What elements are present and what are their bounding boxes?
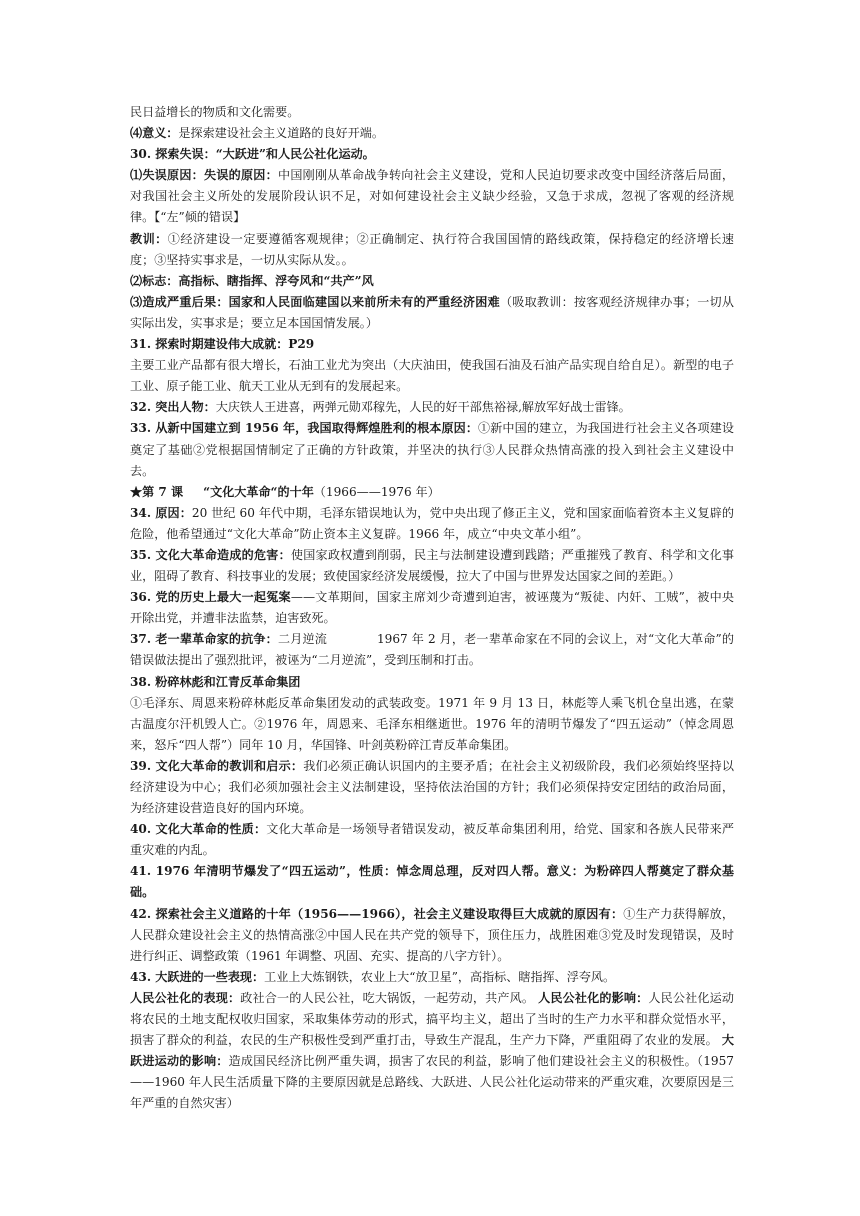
text: 中国刚刚从革命战争转向社会主义建设，党和人民迫切要求改变中国经济落后局面，对我国社会主义所处的发展阶段认识不足，对如何建设社会主义缺少经验，又急于求成，忽视了客观的经济规律。【“左”倾的错误】 <box>130 168 734 225</box>
para-31 <box>130 334 734 355</box>
text: （1966——1976 年） <box>313 484 440 499</box>
para-42 <box>130 904 734 967</box>
heading: 人民公社化的表现： <box>130 990 241 1005</box>
heading: 38. 粉碎林彪和江青反革命集团 <box>130 674 301 689</box>
text: ——文革期间，国家主席刘少奇遭到迫害，被诬蔑为“叛徒、内奸、工贼”，被中央开除出党，并遭非法监禁，迫害致死。 <box>130 590 734 626</box>
para-34 <box>130 503 734 545</box>
heading: ⑶造成严重后果：国家和人民面临建国以来前所未有的严重经济困难 <box>130 294 500 309</box>
para-43 <box>130 967 734 988</box>
para-significance <box>130 123 734 144</box>
heading: 42. 探索社会主义道路的十年（1956——1966），社会主义建设取得巨大成就的原因有： <box>130 906 624 921</box>
text: 造成国民经济比例严重失调，损害了农民的利益，影响了他们建设社会主义的积极性。（1957——1960 年人民生活质量下降的主要原因就是总路线、大跃进、人民公社化运动带来的严重灾难，次要原因是三年严重的自然灾害） <box>130 1054 734 1111</box>
para-signs <box>130 271 734 292</box>
para-consequences <box>130 292 734 334</box>
para-38-body <box>130 693 734 756</box>
para-38 <box>130 672 734 693</box>
para-39 <box>130 756 734 819</box>
text: ①新中国的建立，为我国进行社会主义各项建设奠定了基础②党根据国情制定了正确的方针政策，并坚决的执行③人民群众热情高涨的投入到社会主义建设中去。 <box>130 421 734 478</box>
heading: 40. 文化大革命的性质： <box>130 822 267 837</box>
text: 使国家政权遭到削弱，民主与法制建设遭到践踏；严重摧残了教育、科学和文化事业，阻碍了教育、科技事业的发展；致使国家经济发展缓慢，拉大了中国与世界发达国家之间的差距。） <box>130 547 734 584</box>
document-page <box>130 102 734 1115</box>
para-33 <box>130 418 734 481</box>
text: ①毛泽东、周恩来粉碎林彪反革命集团发动的武装政变。1971 年 9 月 13 日，林彪等人乘飞机仓皇出逃，在蒙古温度尔汗机毁人亡。②1976 年，周恩来、毛泽东相继逝世。1976 年的清明节爆发了“四五运动”（悼念周恩来，怒斥“四人帮”）同年 10 月，华国锋、叶剑英粉碎江青反革命集团。 <box>130 695 734 752</box>
para-41 <box>130 861 734 903</box>
para-40 <box>130 819 734 861</box>
text: 1967 年 2 月，老一辈革命家在不同的会议上，对“文化大革命”的错误做法提出了强烈批评，被诬为“二月逆流”，受到压制和打击。 <box>130 632 734 668</box>
heading: 31. 探索时期建设伟大成就：P29 <box>130 337 315 352</box>
heading: 35. 文化大革命造成的危害： <box>130 547 291 562</box>
para-30 <box>130 144 734 165</box>
para-32 <box>130 397 734 418</box>
lesson-title: “文化大革命“的十年 <box>203 484 314 499</box>
para-mistake-reason <box>130 165 734 228</box>
text: ①经济建设一定要遵循客观规律；②正确制定、执行符合我国国情的路线政策，保持稳定的经济增长速度；③坚持实事求是，一切从实际从发。。 <box>130 231 734 267</box>
para-lessons <box>130 229 734 271</box>
heading: 34. 原因： <box>130 505 192 520</box>
para-35 <box>130 545 734 587</box>
text: 人民公社化运动将农民的土地支配权收归国家，采取集体劳动的形式，搞平均主义，超出了当时的生产力水平和群众觉悟水平，损害了群众的利益，农民的生产积极性受到严重打击，导致生产混乱，生产力下降，严重阻碍了农业的发展。 <box>130 990 734 1048</box>
heading: ★第 7 课 <box>130 484 184 499</box>
text: 民日益增长的物质和文化需要。 <box>130 105 300 119</box>
heading: ⑵标志：高指标、瞎指挥、浮夸风和“共产”风 <box>130 273 374 288</box>
heading: 37. 老一辈革命家的抗争： <box>130 632 278 647</box>
text: （吸取教训：按客观经济规律办事；一切从实际出发，实事求是；要立足本国国情发展。） <box>130 294 734 330</box>
heading: 30. 探索失误：“大跃进”和人民公社化运动。 <box>130 147 375 162</box>
heading: 人民公社化的影响： <box>538 990 649 1005</box>
text: 工业上大炼钢铁，农业上大“放卫星”，高指标、瞎指挥、浮夸风。 <box>264 969 616 984</box>
text: 是探索建设社会主义道路的良好开端。 <box>178 126 384 141</box>
heading: 43. 大跃进的一些表现： <box>130 969 265 984</box>
text: 主要工业产品都有很大增长，石油工业尤为突出（大庆油田，使我国石油及石油产品实现自给自足）。新型的电子工业、原子能工业、航天工业从无到有的发展起来。 <box>130 358 734 394</box>
text: 文化大革命是一场领导者错误发动，被反革命集团利用，给党、国家和各族人民带来严重灾难的内乱。 <box>130 822 734 858</box>
heading: ⑴失误原因：失误的原因： <box>130 168 278 183</box>
heading: 大跃进运动的影响： <box>130 1033 734 1069</box>
para-commune <box>130 988 734 1115</box>
para-achievements <box>130 355 734 397</box>
text: 我们必须正确认识国内的主要矛盾；在社会主义初级阶段，我们必须始终坚持以经济建设为中心；我们必须加强社会主义法制建设，坚持依法治国的方针；我们必须保持安定团结的政治局面，为经济建设营造良好的国内环境。 <box>130 758 734 816</box>
text: ①生产力获得解放，人民群众建设社会主义的热情高涨②中国人民在共产党的领导下，顶住压力，战胜困难③党及时发现错误，及时进行纠正、调整政策（1961 年调整、巩固、充实、提高的八字方针）。 <box>130 906 734 963</box>
para-lesson-7 <box>130 482 734 503</box>
para-37 <box>130 629 734 671</box>
heading: 39. 文化大革命的教训和启示： <box>130 758 304 773</box>
para-36 <box>130 587 734 629</box>
heading: 32. 突出人物： <box>130 400 216 415</box>
text: 政社合一的人民公社，吃大锅饭，一起劳动，共产风。 <box>240 990 535 1005</box>
heading: 33. 从新中国建立到 1956 年，我国取得辉煌胜利的根本原因： <box>130 421 479 436</box>
text: 二月逆流 <box>277 632 327 647</box>
text: 20 世纪 60 年代中期，毛泽东错误地认为，党中央出现了修正主义，党和国家面临着资本主义复辟的危险，他希望通过“文化大革命”防止资本主义复辟。1966 年，成立“中央文革小组”。 <box>130 505 734 541</box>
text: 大庆铁人王进喜，两弹元勋邓稼先，人民的好干部焦裕禄,解放军好战士雷锋。 <box>215 400 631 415</box>
heading: ⑷意义： <box>130 126 179 141</box>
heading: 41. 1976 年清明节爆发了“四五运动”，性质：悼念周总理，反对四人帮。意义：为粉碎四人帮奠定了群众基础。 <box>130 864 734 900</box>
heading: 36. 党的历史上最大一起冤案 <box>130 590 291 605</box>
heading: 教训： <box>130 231 168 246</box>
para-needs <box>130 102 734 123</box>
